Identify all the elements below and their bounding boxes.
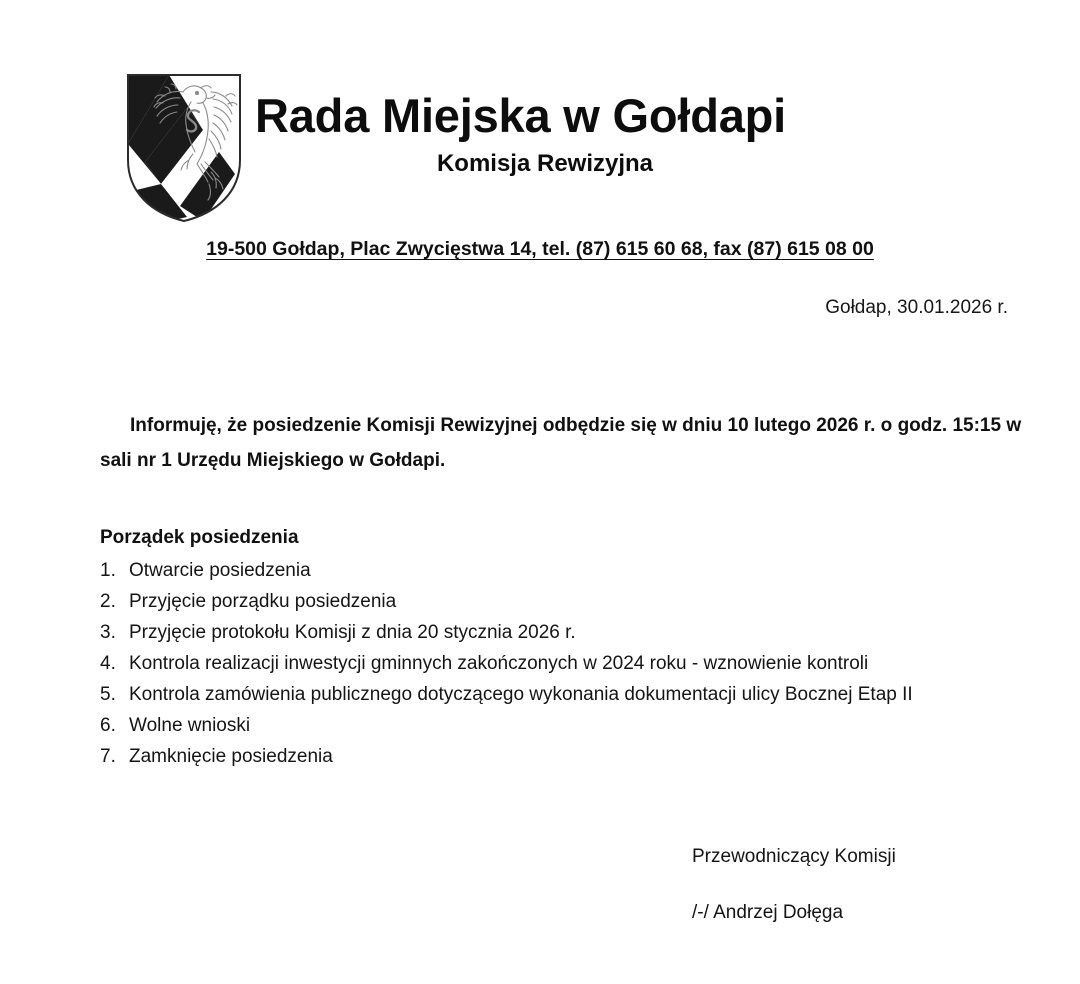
list-item [100,710,1020,741]
goldap-coat-of-arms-icon [125,72,243,224]
list-item [100,679,1020,710]
address-line [0,238,1080,261]
signature-name: /-/ Andrzej Dołęga [692,902,844,923]
committee-subtitle: Komisja Rewizyjna [436,149,654,177]
page-title: Rada Miejska w Gołdapi [255,89,787,142]
organization-block [255,89,955,178]
list-item-label: Przyjęcie porządku posiedzenia [129,591,397,612]
list-item [100,586,1020,617]
date-line: Gołdap, 30.01.2026 r. [825,297,1008,318]
list-item-label: Zamknięcie posiedzenia [129,746,333,767]
list-item [100,648,1020,679]
list-item-number: 3. [100,622,116,643]
agenda-section [100,524,1020,772]
list-item-label: Przyjęcie protokołu Komisji z dnia 20 stycznia 2026 r. [129,622,576,643]
list-item-label: Kontrola zamówienia publicznego dotyczącego wykonania dokumentacji ulicy Bocznej Etap II [129,684,913,705]
list-item [100,555,1020,586]
list-item-label: Kontrola realizacji inwestycji gminnych zakończonych w 2024 roku - wznowienie kontroli [129,653,869,674]
list-item-number: 4. [100,653,116,674]
list-item-number: 5. [100,684,116,705]
signature-role: Przewodniczący Komisji [692,846,896,867]
list-item-label: Wolne wnioski [129,715,251,736]
list-item [100,741,1020,772]
intro-paragraph: Informuję, że posiedzenie Komisji Rewizyjnej odbędzie się w dniu 10 lutego 2026 r. o godz. 15:15 w sali nr 1 Urzędu Miejskiego w Gołdapi. [100,415,1022,471]
list-item-number: 7. [100,746,116,767]
list-item-number: 2. [100,591,116,612]
list-item-number: 1. [100,560,116,581]
agenda-heading: Porządek posiedzenia [100,527,299,548]
signature-block [692,843,1022,927]
address-text: 19-500 Gołdap, Plac Zwycięstwa 14, tel. (87) 615 60 68, fax (87) 615 08 00 [206,238,874,260]
agenda-list [100,555,1020,772]
list-item-label: Otwarcie posiedzenia [129,560,311,581]
list-item-number: 6. [100,715,116,736]
list-item [100,617,1020,648]
letterhead [0,62,1080,232]
